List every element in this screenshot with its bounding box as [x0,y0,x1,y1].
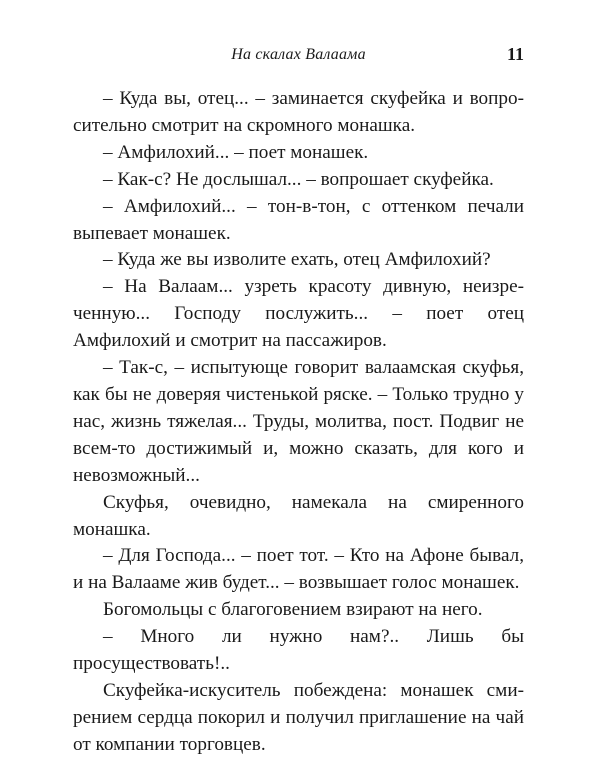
body-text [73,86,524,759]
paragraph: Богомольцы с благоговением взирают на него. [103,599,483,621]
paragraph: – Много ли нужно нам?.. Лишь бы просуществовать!.. [73,626,524,675]
running-title: На скалах Валаама [231,46,366,63]
paragraph: Скуфейка-искуситель побеждена: монашек смирением сердца покорил и получил приглашение на чай от компании торговцев. [73,679,524,755]
paragraph: – Амфилохий... – тон-в-тон, с оттенком печали выпевает монашек. [73,195,524,244]
paragraph: – Так-с, – испытующе говорит валаамская скуфья, как бы не доверяя чистенькой ряске. – Только трудно у нас, жизнь тяжелая... Труды, молитва, пост. Подвиг не всем-то достижимый и, можно сказать, для кого и невозможный... [73,357,524,486]
paragraph: – Как-с? Не дослышал... – вопрошает скуфейка. [103,168,494,190]
paragraph: – Куда же вы изволите ехать, отец Амфилохий? [103,249,491,271]
paragraph: – Для Господа... – поет тот. – Кто на Афоне бывал, и на Валааме жив будет... – возвышает голос монашек. [73,545,524,594]
paragraph: Скуфья, очевидно, намекала на смиренного монашка. [73,491,524,540]
page-number: 11 [506,44,524,64]
paragraph: – Амфилохий... – поет монашек. [103,141,369,163]
running-header [73,44,524,66]
paragraph: – Куда вы, отец... – заминается скуфейка и вопросительно смотрит на скромного монашка. [73,88,524,136]
paragraph: – На Валаам... узреть красоту дивную, неизреченную... Господу послужить... – поет отец Амфилохий и смотрит на пассажиров. [73,276,524,352]
